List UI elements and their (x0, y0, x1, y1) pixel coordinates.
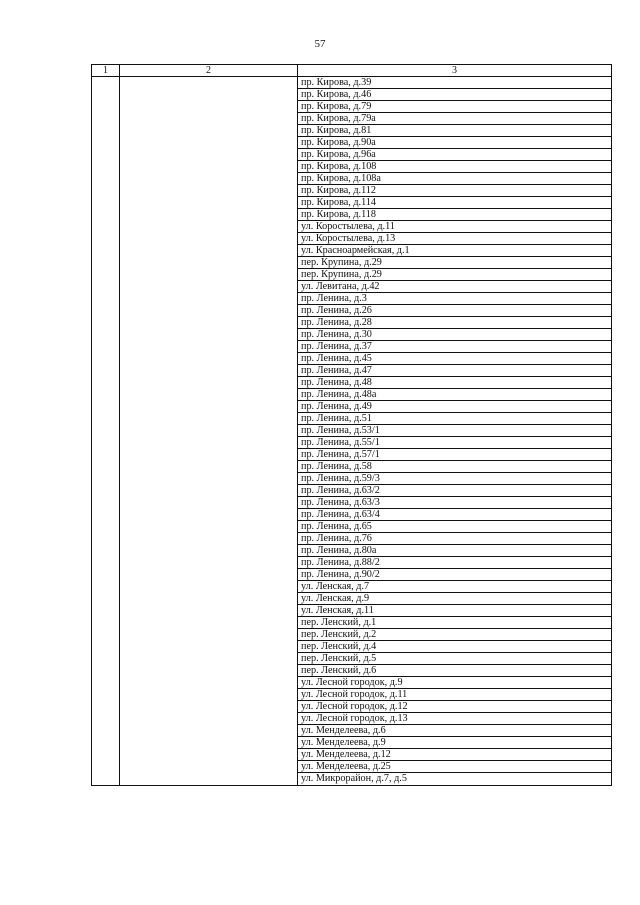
address-row: пр. Ленина, д.76 (298, 533, 611, 545)
address-row: ул. Левитана, д.42 (298, 281, 611, 293)
address-row: пр. Ленина, д.37 (298, 341, 611, 353)
address-row: пр. Ленина, д.58 (298, 461, 611, 473)
address-row: пр. Кирова, д.79а (298, 113, 611, 125)
address-row: пр. Кирова, д.108 (298, 161, 611, 173)
address-row: пр. Ленина, д.47 (298, 365, 611, 377)
address-row: пер. Крупина, д.29 (298, 269, 611, 281)
address-row: ул. Лесной городок, д.11 (298, 689, 611, 701)
column-header-3: 3 (298, 65, 612, 77)
address-row: пер. Ленский, д.6 (298, 665, 611, 677)
address-row: пр. Кирова, д.112 (298, 185, 611, 197)
address-row: пр. Ленина, д.90/2 (298, 569, 611, 581)
address-row: ул. Менделеева, д.6 (298, 725, 611, 737)
address-row: пр. Кирова, д.108а (298, 173, 611, 185)
address-row: ул. Лесной городок, д.13 (298, 713, 611, 725)
address-row: ул. Лесной городок, д.12 (298, 701, 611, 713)
address-row: пр. Кирова, д.39 (298, 77, 611, 89)
column-header-2: 2 (120, 65, 298, 77)
address-row: пр. Ленина, д.63/2 (298, 485, 611, 497)
address-row: пр. Кирова, д.96а (298, 149, 611, 161)
address-row: пр. Ленина, д.49 (298, 401, 611, 413)
address-row: ул. Ленская, д.9 (298, 593, 611, 605)
address-row: пр. Ленина, д.55/1 (298, 437, 611, 449)
address-row: ул. Красноармейская, д.1 (298, 245, 611, 257)
address-row: пер. Ленский, д.4 (298, 641, 611, 653)
column-header-1: 1 (92, 65, 120, 77)
address-row: пер. Ленский, д.5 (298, 653, 611, 665)
address-row: пер. Ленский, д.1 (298, 617, 611, 629)
address-row: пр. Ленина, д.26 (298, 305, 611, 317)
address-row: пр. Ленина, д.51 (298, 413, 611, 425)
address-row: пр. Ленина, д.48 (298, 377, 611, 389)
address-row: пр. Кирова, д.118 (298, 209, 611, 221)
address-row: пр. Ленина, д.59/3 (298, 473, 611, 485)
address-row: пр. Ленина, д.30 (298, 329, 611, 341)
address-row: пр. Ленина, д.63/3 (298, 497, 611, 509)
address-row: ул. Менделеева, д.25 (298, 761, 611, 773)
address-row: пр. Ленина, д.45 (298, 353, 611, 365)
address-row: пр. Кирова, д.79 (298, 101, 611, 113)
table-body-row (92, 77, 612, 786)
address-row: пр. Ленина, д.57/1 (298, 449, 611, 461)
address-row: ул. Коростылева, д.11 (298, 221, 611, 233)
page-number: 57 (314, 38, 326, 50)
address-row: ул. Менделеева, д.12 (298, 749, 611, 761)
address-row: ул. Коростылева, д.13 (298, 233, 611, 245)
address-table (91, 64, 612, 786)
address-row: пр. Ленина, д.53/1 (298, 425, 611, 437)
address-row: ул. Менделеева, д.9 (298, 737, 611, 749)
address-row: пр. Ленина, д.80а (298, 545, 611, 557)
address-row: пр. Кирова, д.90а (298, 137, 611, 149)
address-row: ул. Ленская, д.7 (298, 581, 611, 593)
address-row: пр. Ленина, д.88/2 (298, 557, 611, 569)
address-row: ул. Лесной городок, д.9 (298, 677, 611, 689)
column-1-cell (92, 77, 120, 786)
address-row: пр. Ленина, д.3 (298, 293, 611, 305)
address-row: пр. Кирова, д.114 (298, 197, 611, 209)
table-header-row (92, 65, 612, 77)
address-row: пр. Кирова, д.46 (298, 89, 611, 101)
address-row: ул. Ленская, д.11 (298, 605, 611, 617)
address-row: ул. Микрорайон, д.7, д.5 (301, 773, 407, 784)
address-row: пр. Ленина, д.48а (298, 389, 611, 401)
address-row: пр. Кирова, д.81 (298, 125, 611, 137)
address-row: пр. Ленина, д.65 (298, 521, 611, 533)
address-row: пр. Ленина, д.63/4 (298, 509, 611, 521)
address-row: пер. Ленский, д.2 (298, 629, 611, 641)
address-row: пр. Ленина, д.28 (298, 317, 611, 329)
column-2-cell (120, 77, 298, 786)
address-list-cell (298, 77, 612, 786)
address-row: пер. Крупина, д.29 (298, 257, 611, 269)
